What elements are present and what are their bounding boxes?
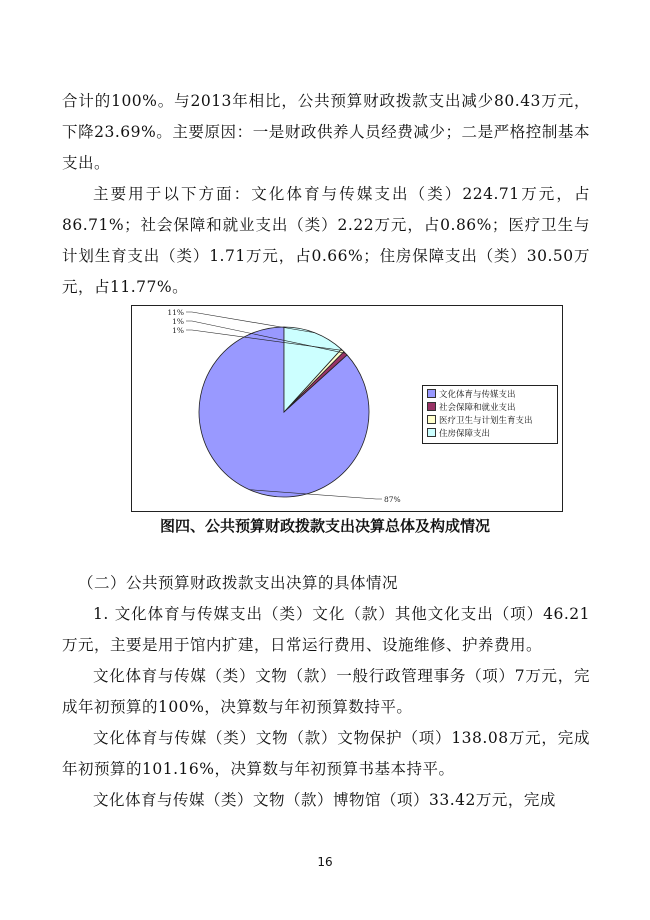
legend-item bbox=[427, 389, 553, 402]
figure-caption: 图四、公共预算财政拨款支出决算总体及构成情况 bbox=[159, 517, 490, 535]
paragraph-item-3: 文化体育与传媒（类）文物（款）文物保护（项）138.08万元，完成年初预算的101.16%，决算数与年初预算书基本持平。 bbox=[62, 729, 590, 778]
pie-chart bbox=[131, 305, 563, 512]
slice-label: 11% bbox=[167, 308, 184, 317]
legend-item bbox=[427, 415, 553, 428]
legend-label: 社会保障和就业支出 bbox=[439, 403, 516, 413]
legend-label: 住房保障支出 bbox=[439, 429, 491, 439]
legend-swatch bbox=[427, 389, 436, 398]
legend-label: 医疗卫生与计划生育支出 bbox=[439, 416, 533, 426]
slice-label: 1% bbox=[172, 326, 184, 335]
paragraph-item-1: 1. 文化体育与传媒支出（类）文化（款）其他文化支出（项）46.21万元，主要是用于馆内扩建，日常运行费用、设施维修、护养费用。 bbox=[62, 605, 590, 654]
section-heading: （二）公共预算财政拨款支出决算的具体情况 bbox=[78, 574, 399, 592]
legend-item bbox=[427, 402, 553, 415]
chart-legend bbox=[422, 385, 558, 444]
slice-label: 1% bbox=[172, 317, 184, 326]
legend-item bbox=[427, 428, 553, 441]
slice-label: 87% bbox=[384, 495, 401, 504]
legend-swatch bbox=[427, 415, 436, 424]
leader-line bbox=[186, 312, 315, 333]
paragraph-item-2: 文化体育与传媒（类）文物（款）一般行政管理事务（项）7万元，完成年初预算的100%，决算数与年初预算数持平。 bbox=[62, 667, 590, 716]
legend-swatch bbox=[427, 402, 436, 411]
paragraph-item-4: 文化体育与传媒（类）文物（款）博物馆（项）33.42万元，完成 bbox=[93, 791, 556, 809]
page-number: 16 bbox=[317, 855, 333, 869]
paragraph-summary: 合计的100%。与2013年相比，公共预算财政拨款支出减少80.43万元，下降23.69%。主要原因：一是财政供养人员经费减少；二是严格控制基本支出。 bbox=[62, 92, 590, 172]
legend-label: 文化体育与传媒支出 bbox=[439, 390, 516, 400]
legend-swatch bbox=[427, 428, 436, 437]
paragraph-main-uses: 主要用于以下方面：文化体育与传媒支出（类）224.71万元，占86.71%；社会保障和就业支出（类）2.22万元，占0.86%；医疗卫生与计划生育支出（类）1.71万元，占0.66%；住房保障支出（类）30.50万元，占11.77%。 bbox=[62, 185, 590, 296]
